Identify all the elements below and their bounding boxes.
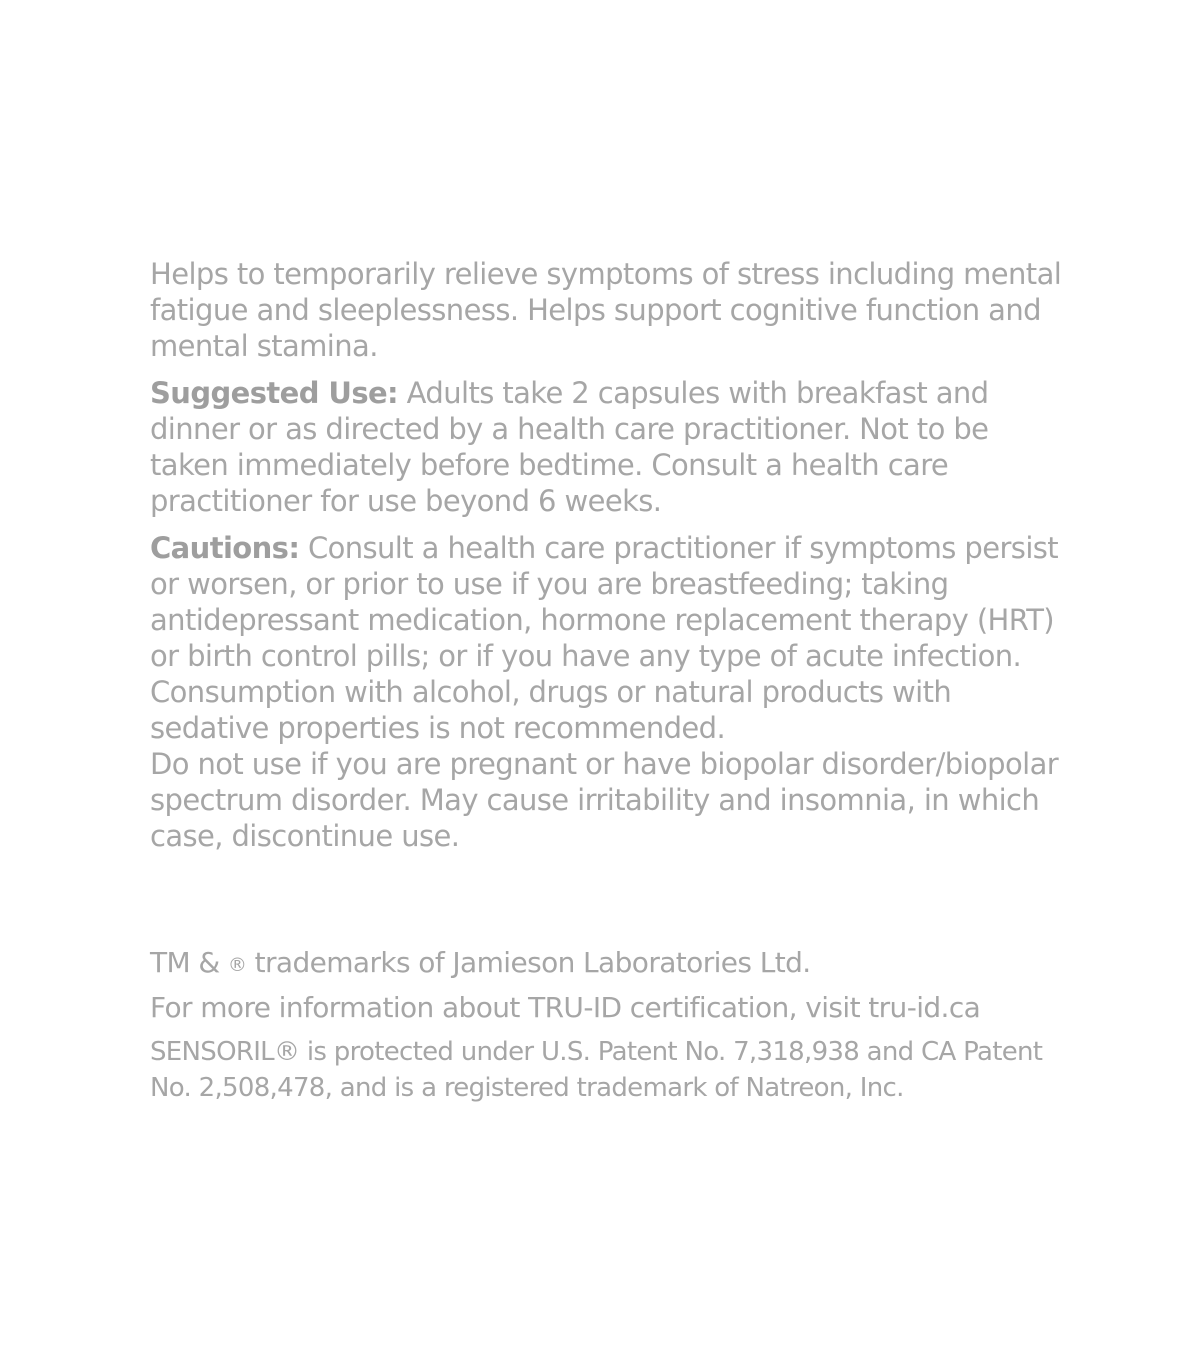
label-text-block bbox=[150, 256, 1070, 854]
suggested-use-paragraph bbox=[150, 375, 1070, 519]
suggested-use-text: Adults take 2 capsules with breakfast and dinner or as directed by a health care practitioner. Not to be taken immediately before bedtime. Consult a health care practitioner for use beyond 6 weeks. bbox=[150, 376, 989, 518]
cautions-paragraph bbox=[150, 530, 1070, 746]
certification-notice: For more information about TRU-ID certification, visit tru-id.ca bbox=[150, 991, 981, 1024]
cautions-heading: Cautions: bbox=[150, 531, 300, 565]
cautions-text: Consult a health care practitioner if symptoms persist or worsen, or prior to use if you are breastfeeding; taking antidepressant medication, hormone replacement therapy (HRT) or birth control pills; or if you have any type of acute infection. Consumption with alcohol, drugs or natural products with sedative properties is not recommended. bbox=[150, 531, 1059, 745]
trademark-suffix: trademarks of Jamieson Laboratories Ltd. bbox=[246, 946, 811, 979]
registered-symbol: ® bbox=[227, 954, 247, 976]
suggested-use-heading: Suggested Use: bbox=[150, 376, 399, 410]
trademark-prefix: TM & bbox=[150, 946, 228, 979]
patent-notice: SENSORIL® is protected under U.S. Patent No. 7,318,938 and CA Patent No. 2,508,478, and is a registered trademark of Natreon, Inc. bbox=[150, 1037, 1043, 1103]
trademark-notice bbox=[150, 942, 1070, 987]
legal-footer bbox=[150, 942, 1070, 1106]
cautions-text-continued: Do not use if you are pregnant or have biopolar disorder/biopolar spectrum disorder. May cause irritability and insomnia, in which case, discontinue use. bbox=[150, 747, 1059, 853]
product-purpose-text: Helps to temporarily relieve symptoms of stress including mental fatigue and sleeplessness. Helps support cognitive function and mental stamina. bbox=[150, 257, 1062, 363]
